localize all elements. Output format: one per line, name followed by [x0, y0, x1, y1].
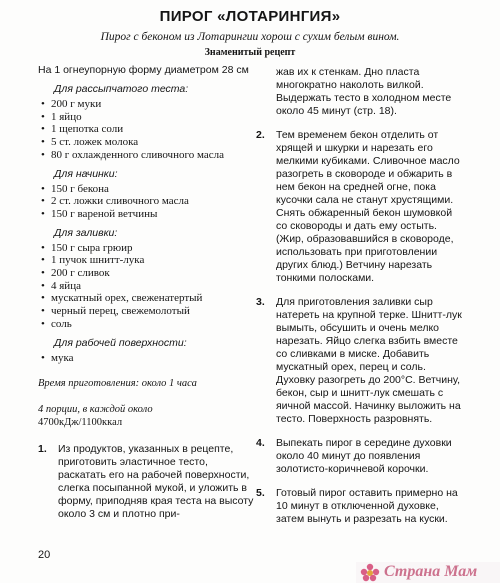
step-text: Выпекать пирог в середине духовки около 40 минут до появления золотисто-коричневой корочки. [276, 437, 452, 475]
ingredients-column [38, 64, 256, 532]
ingredient-section-heading: Для начинки: [54, 167, 118, 180]
ingredient-section-heading: Для рассыпчатого теста: [54, 83, 189, 95]
watermark-text: Страна Мам [384, 563, 478, 580]
ingredient-list [38, 183, 256, 221]
step-number: 2. [256, 129, 265, 141]
step-text: Для приготовления заливки сыр натереть на крупной терке. Шнитт-лук вымыть, обсушить и очень мелко нарезать. Яйцо слегка взбить вместе со сливками в миске. Добавить мускатный орех, перец и соль. Духовку разогреть до 200°С. Ветчину, бекон, сыр и шнитт-лук смешать с яичной массой. Начинку выложить на тесто. Поверхность разровнять. [276, 296, 462, 425]
step-text: Тем временем бекон отделить от хрящей и шкурки и нарезать его мелкими кубиками. Сливочное масло разогреть в сковороде и обжарить в нем бекон на средней огне, пока кусочки сала не станут хрустящими. Снять обжаренный бекон шумовкой со сковороды и дать ему остыть. (Жир, образовавшийся в сковороде, использовать при приготовлении других блюд.) Ветчину нарезать тонкими полосками. [276, 129, 460, 284]
ingredient-item: • 1 яйцо [38, 111, 256, 124]
steps-right [256, 129, 466, 526]
ingredient-item: • 1 щепотка соли [38, 123, 256, 136]
ingredient-item: • 80 г охлажденного сливочного масла [38, 149, 256, 162]
ingredient-item: • 150 г сыра грюир [38, 242, 256, 255]
ingredient-item: • 200 г муки [38, 98, 256, 111]
step-text: Готовый пирог оставить примерно на 10 минут в отключенной духовке, затем вынуть и разрезать на куски. [276, 487, 458, 525]
ingredient-item: • мука [38, 352, 256, 365]
step-3 [256, 296, 466, 426]
ingredient-item: • 2 ст. ложки сливочного масла [38, 195, 256, 208]
step-5 [256, 487, 466, 526]
ingredient-item: • черный перец, свежемолотый [38, 305, 256, 318]
step-1-continuation: жав их к стенкам. Дно пласта многократно наколоть вилкой. Выдержать тесто в холодном месте около 45 минут (стр. 18). [276, 66, 452, 117]
ingredient-item: • 150 г бекона [38, 183, 256, 196]
step-text: Из продуктов, указанных в рецепте, приготовить эластичное тесто, раскатать его на рабочей поверхности, слегка посыпанной мукой, и уложить в форму, приподняв края теста на высоту около 3 см и плотно при- [58, 443, 254, 521]
ingredient-item: • 4 яйца [38, 280, 256, 293]
ingredient-item: • соль [38, 318, 256, 331]
step-number: 4. [256, 437, 265, 449]
steps-column [256, 66, 466, 537]
ingredient-item: • 150 г вареной ветчины [38, 208, 256, 221]
steps-left [38, 443, 256, 521]
recipe-title: ПИРОГ «ЛОТАРИНГИЯ» [159, 8, 341, 25]
recipe-subtitle: Пирог с беконом из Лотарингии хорош с сухим белым вином. [100, 31, 400, 43]
step-number: 1. [38, 443, 47, 456]
ingredient-list [38, 242, 256, 331]
ingredient-section-heading: Для рабочей поверхности: [54, 336, 187, 349]
famous-recipe-badge: Знаменитый рецепт [204, 47, 296, 58]
ingredient-section-heading: Для заливки: [54, 226, 118, 239]
ingredient-item: • 200 г сливок [38, 267, 256, 280]
page-number: 20 [38, 549, 51, 561]
ingredient-list [38, 98, 256, 162]
step-number: 5. [256, 487, 265, 499]
step-2 [256, 129, 466, 285]
step-4 [256, 437, 466, 476]
form-size-note: На 1 огнеупорную форму диаметром 28 см [38, 64, 249, 76]
ingredient-item: • мускатный орех, свеженатертый [38, 292, 256, 305]
step-number: 3. [256, 296, 265, 308]
cooking-time: Время приготовления: около 1 часа [38, 378, 197, 390]
ingredient-sections [38, 83, 256, 364]
ingredient-item: • 5 ст. ложек молока [38, 136, 256, 149]
calories: 4700кДж/1100ккал [38, 417, 123, 429]
ingredient-item: • 1 пучок шнитт-лука [38, 254, 256, 267]
portions: 4 порции, в каждой около [38, 404, 153, 416]
ingredient-list [38, 352, 256, 365]
step-1 [38, 443, 256, 521]
